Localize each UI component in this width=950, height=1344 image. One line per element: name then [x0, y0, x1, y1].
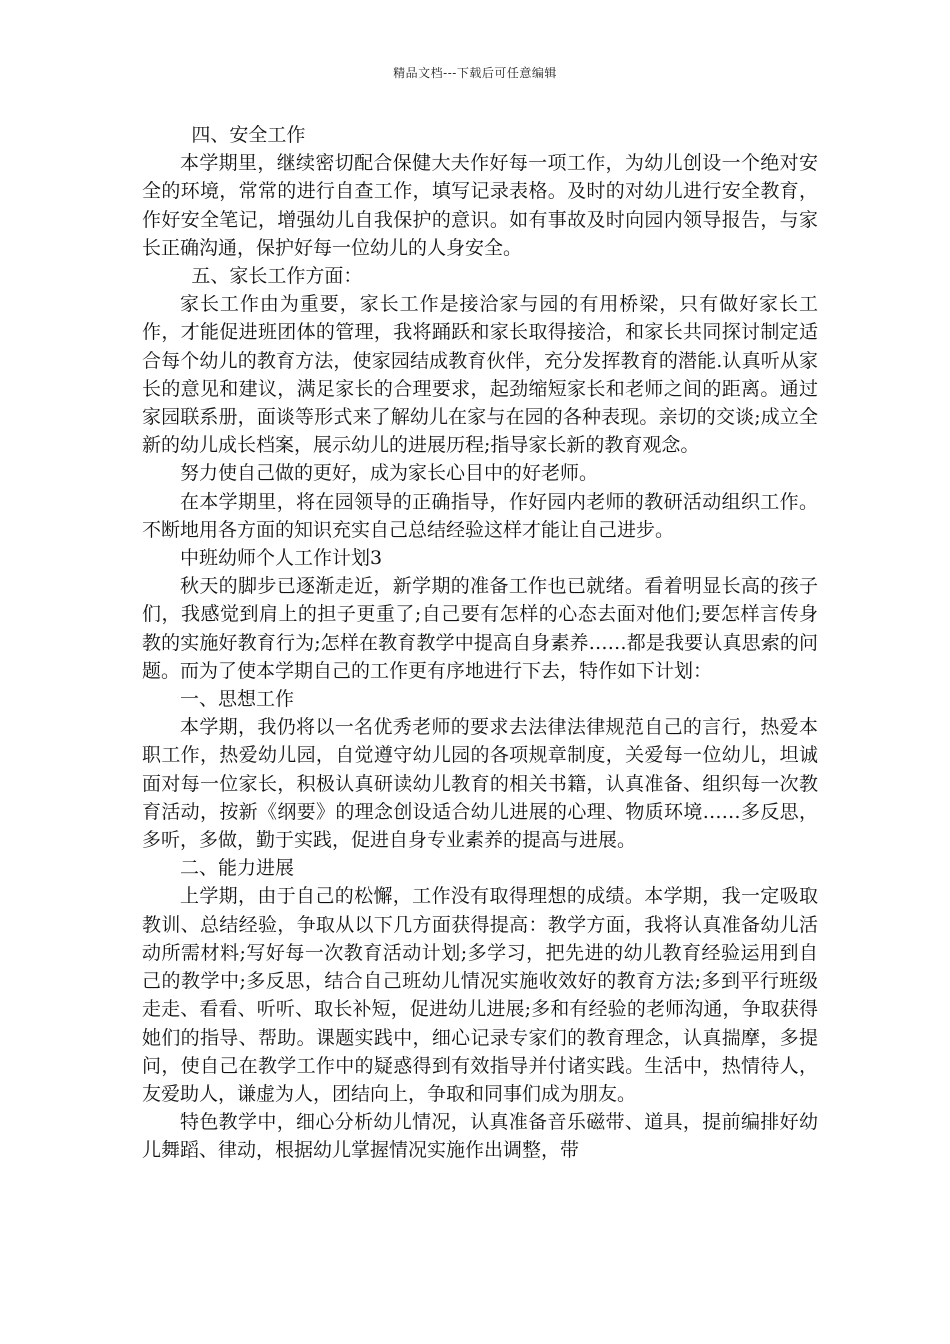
document-body	[142, 121, 818, 1165]
page-header: 精品文档---下载后可任意编辑	[393, 66, 557, 80]
paragraph: 努力使自己做的更好，成为家长心目中的好老师。	[180, 462, 599, 485]
paragraph: 上学期，由于自己的松懈，工作没有取得理想的成绩。本学期，我一定吸取教训、总结经验，争取从以下几方面获得提高：教学方面，我将认真准备幼儿活动所需材料;写好每一次教育活动计划;多学习，把先进的幼儿教育经验运用到自己的教学中;多反思，结合自己班幼儿情况实施收效好的教育方法;多到平行班级走走、看看、听听、取长补短，促进幼儿进展;多和有经验的老师沟通，争取获得她们的指导、帮助。课题实践中，细心记录专家们的教育理念，认真揣摩，多提问，使自己在教学工作中的疑惑得到有效指导并付诸实践。生活中，热情待人，友爱助人，谦虚为人，团结向上，争取和同事们成为朋友。	[142, 885, 818, 1105]
section-heading: 五、家长工作方面：	[191, 265, 363, 288]
paragraph: 本学期，我仍将以一名优秀老师的要求去法律法律规范自己的言行，热爱本职工作，热爱幼儿园，自觉遵守幼儿园的各项规章制度，关爱每一位幼儿，坦诚面对每一位家长，积极认真研读幼儿教育的相关书籍，认真准备、组织每一次教育活动，按新《纲要》的理念创设适合幼儿进展的心理、物质环境……多反思，多听，多做，勤于实践，促进自身专业素养的提高与进展。	[142, 716, 818, 852]
paragraph: 家长工作由为重要，家长工作是接洽家与园的有用桥梁，只有做好家长工作，才能促进班团体的管理，我将踊跃和家长取得接洽，和家长共同探讨制定适合每个幼儿的教育方法，使家园结成教育伙伴，充分发挥教育的潜能.认真听从家长的意见和建议，满足家长的合理要求，起劲缩短家长和老师之间的距离。通过家园联系册，面谈等形式来了解幼儿在家与在园的各种表现。亲切的交谈;成立全新的幼儿成长档案，展示幼儿的进展历程;指导家长新的教育观念。	[142, 293, 818, 457]
paragraph: 中班幼师个人工作计划3	[180, 547, 383, 570]
paragraph: 秋天的脚步已逐渐走近，新学期的准备工作也已就绪。看着明显长高的孩子们，我感觉到肩上的担子更重了;自己要有怎样的心态去面对他们;要怎样言传身教的实施好教育行为;怎样在教育教学中提高自身素养……都是我要认真思索的问题。而为了使本学期自己的工作更有序地进行下去，特作如下计划：	[142, 575, 818, 682]
paragraph: 特色教学中，细心分析幼儿情况，认真准备音乐磁带、道具，提前编排好幼儿舞蹈、律动，根据幼儿掌握情况实施作出调整，带	[142, 1111, 818, 1162]
paragraph: 一、思想工作	[180, 688, 295, 711]
paragraph: 在本学期里，将在园领导的正确指导，作好园内老师的教研活动组织工作。不断地用各方面的知识充实自己总结经验这样才能让自己进步。	[142, 490, 818, 541]
paragraph: 二、能力进展	[180, 857, 295, 880]
paragraph: 本学期里，继续密切配合保健大夫作好每一项工作，为幼儿创设一个绝对安全的环境，常常的进行自查工作，填写记录表格。及时的对幼儿进行安全教育，作好安全笔记，增强幼儿自我保护的意识。如有事故及时向园内领导报告，与家长正确沟通，保护好每一位幼儿的人身安全。	[142, 152, 818, 259]
section-heading: 四、安全工作	[191, 124, 306, 146]
